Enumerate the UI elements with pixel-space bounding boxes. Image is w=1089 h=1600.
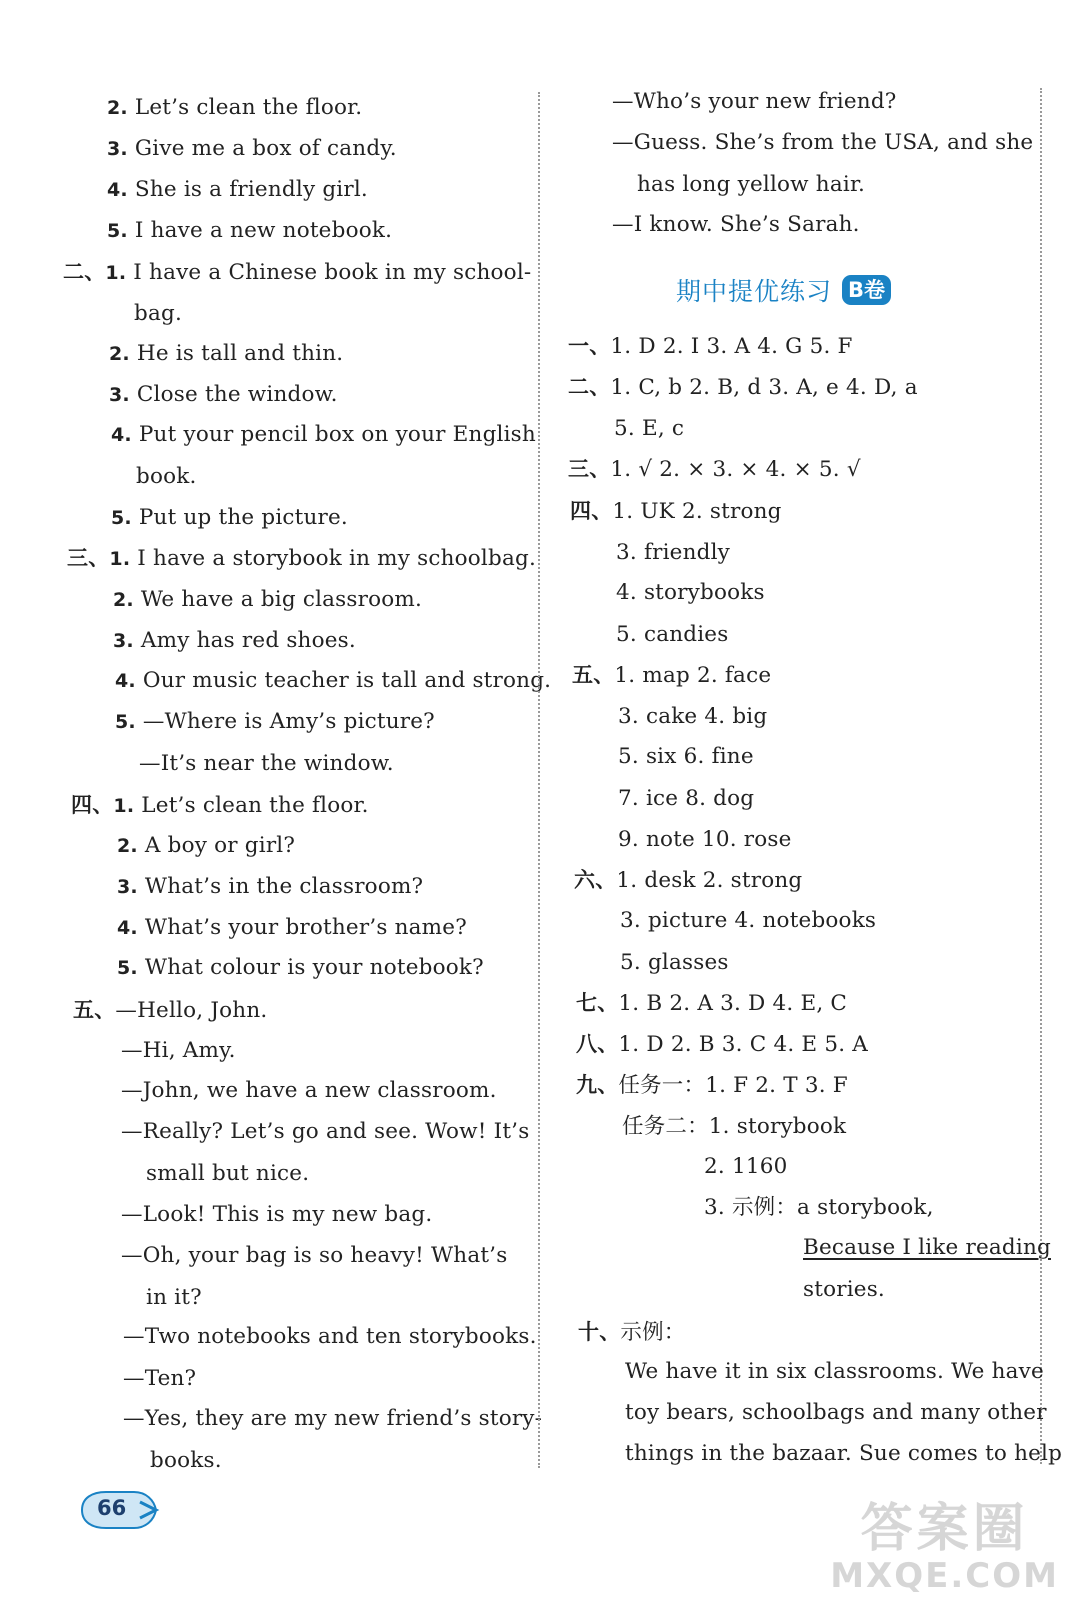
right-line: —Guess. She’s from the USA, and she (612, 130, 1034, 155)
left-line: 4. Put your pencil box on your English (111, 422, 536, 447)
section-label: 九、 (576, 1073, 619, 1097)
right-line: Because I like reading (803, 1235, 1051, 1260)
left-line: —Look! This is my new bag. (121, 1202, 433, 1227)
right-section-line: 三、1. √ 2. × 3. × 4. × 5. √ (568, 457, 861, 482)
right-line: 3. picture 4. notebooks (620, 908, 877, 933)
section-label: 七、 (576, 991, 619, 1015)
left-line: bag. (134, 301, 182, 326)
left-line: 2. We have a big classroom. (113, 587, 423, 612)
left-line: 5. I have a new notebook. (107, 218, 393, 243)
section-label: 三、 (568, 457, 611, 481)
section-label: 五、 (572, 663, 615, 687)
right-line: We have it in six classrooms. We have (625, 1359, 1044, 1384)
right-line: 3. friendly (616, 540, 731, 565)
right-line: stories. (803, 1277, 885, 1302)
left-line: 4. She is a friendly girl. (107, 177, 368, 202)
right-line: 5. candies (616, 622, 729, 647)
left-line: 3. What’s in the classroom? (117, 874, 424, 899)
right-line: 3. cake 4. big (618, 704, 768, 729)
watermark-title: 答案圈 (860, 1499, 1029, 1559)
left-line: 5. Put up the picture. (111, 505, 348, 530)
left-line: 4. What’s your brother’s name? (117, 915, 467, 940)
watermark-url: MXQE.COM (830, 1556, 1059, 1596)
left-line: 4. Our music teacher is tall and strong. (115, 668, 552, 693)
right-line: 5. E, c (614, 416, 685, 441)
right-line: 5. glasses (620, 950, 729, 975)
heading-badge: B卷 (842, 275, 891, 305)
column-divider (538, 92, 540, 1468)
page-number: 66 (97, 1496, 127, 1520)
right-section-line: 八、1. D 2. B 3. C 4. E 5. A (576, 1032, 868, 1057)
left-line: 5. What colour is your notebook? (117, 955, 484, 980)
left-line: in it? (146, 1285, 202, 1310)
left-line: —Two notebooks and ten storybooks. (123, 1324, 537, 1349)
section-label: 六、 (574, 868, 617, 892)
left-line: book. (136, 464, 197, 489)
right-line: 任务二：1. storybook (622, 1114, 847, 1139)
right-line: toy bears, schoolbags and many other (625, 1400, 1047, 1425)
right-line: 7. ice 8. dog (618, 786, 755, 811)
left-line: 3. Close the window. (109, 382, 338, 407)
right-line: 2. 1160 (704, 1154, 788, 1179)
right-section-line: 二、1. C, b 2. B, d 3. A, e 4. D, a (568, 375, 918, 400)
left-section-line: 四、1. Let’s clean the floor. (71, 793, 369, 818)
left-line: —Really? Let’s go and see. Wow! It’s (121, 1119, 530, 1144)
left-line: —Ten? (123, 1366, 197, 1391)
left-section-line: 二、1. I have a Chinese book in my school- (63, 260, 532, 285)
left-line: —Yes, they are my new friend’s story- (123, 1406, 543, 1431)
left-line: 2. Let’s clean the floor. (107, 95, 363, 120)
section-label: 十、 (578, 1320, 621, 1344)
right-section-line: 一、1. D 2. I 3. A 4. G 5. F (568, 334, 853, 359)
right-section-line: 七、1. B 2. A 3. D 4. E, C (576, 991, 848, 1016)
right-line: things in the bazaar. Sue comes to help (625, 1441, 1063, 1466)
left-line: books. (150, 1448, 222, 1473)
section-label: 二、 (568, 375, 611, 399)
section-label: 五、 (73, 998, 116, 1022)
right-line: 9. note 10. rose (618, 827, 792, 852)
left-line: 2. A boy or girl? (117, 833, 296, 858)
left-line: —Hi, Amy. (121, 1038, 236, 1063)
heading-title: 期中提优练习 (676, 277, 833, 306)
left-line: 3. Amy has red shoes. (113, 628, 356, 653)
section-heading (676, 272, 891, 308)
right-section-line: 六、1. desk 2. strong (574, 868, 803, 893)
left-section-line: 五、—Hello, John. (73, 998, 268, 1023)
left-line: 3. Give me a box of candy. (107, 136, 397, 161)
right-section-line: 五、1. map 2. face (572, 663, 772, 688)
right-section-line: 九、任务一：1. F 2. T 3. F (576, 1073, 848, 1098)
section-label: 四、 (570, 499, 613, 523)
left-line: 2. He is tall and thin. (109, 341, 344, 366)
right-line: 3. 示例：a storybook, (704, 1195, 934, 1220)
right-line: 5. six 6. fine (618, 744, 754, 769)
right-section-line: 四、1. UK 2. strong (570, 499, 782, 524)
right-line: —Who’s your new friend? (612, 89, 897, 114)
right-line: 4. storybooks (616, 580, 765, 605)
left-line: small but nice. (146, 1161, 310, 1186)
section-label: 二、 (63, 260, 106, 284)
right-section-line: 十、示例： (578, 1320, 686, 1345)
right-line: has long yellow hair. (637, 172, 866, 197)
left-line: —Oh, your bag is so heavy! What’s (121, 1243, 508, 1268)
section-label: 八、 (576, 1032, 619, 1056)
watermark (830, 1500, 1059, 1594)
left-section-line: 三、1. I have a storybook in my schoolbag. (67, 546, 536, 571)
section-label: 一、 (568, 334, 611, 358)
right-line: —I know. She’s Sarah. (612, 212, 860, 237)
section-label: 四、 (71, 793, 114, 817)
left-line: —It’s near the window. (139, 751, 394, 776)
left-line: —John, we have a new classroom. (121, 1078, 497, 1103)
left-line: 5. —Where is Amy’s picture? (115, 709, 435, 734)
section-label: 三、 (67, 546, 110, 570)
